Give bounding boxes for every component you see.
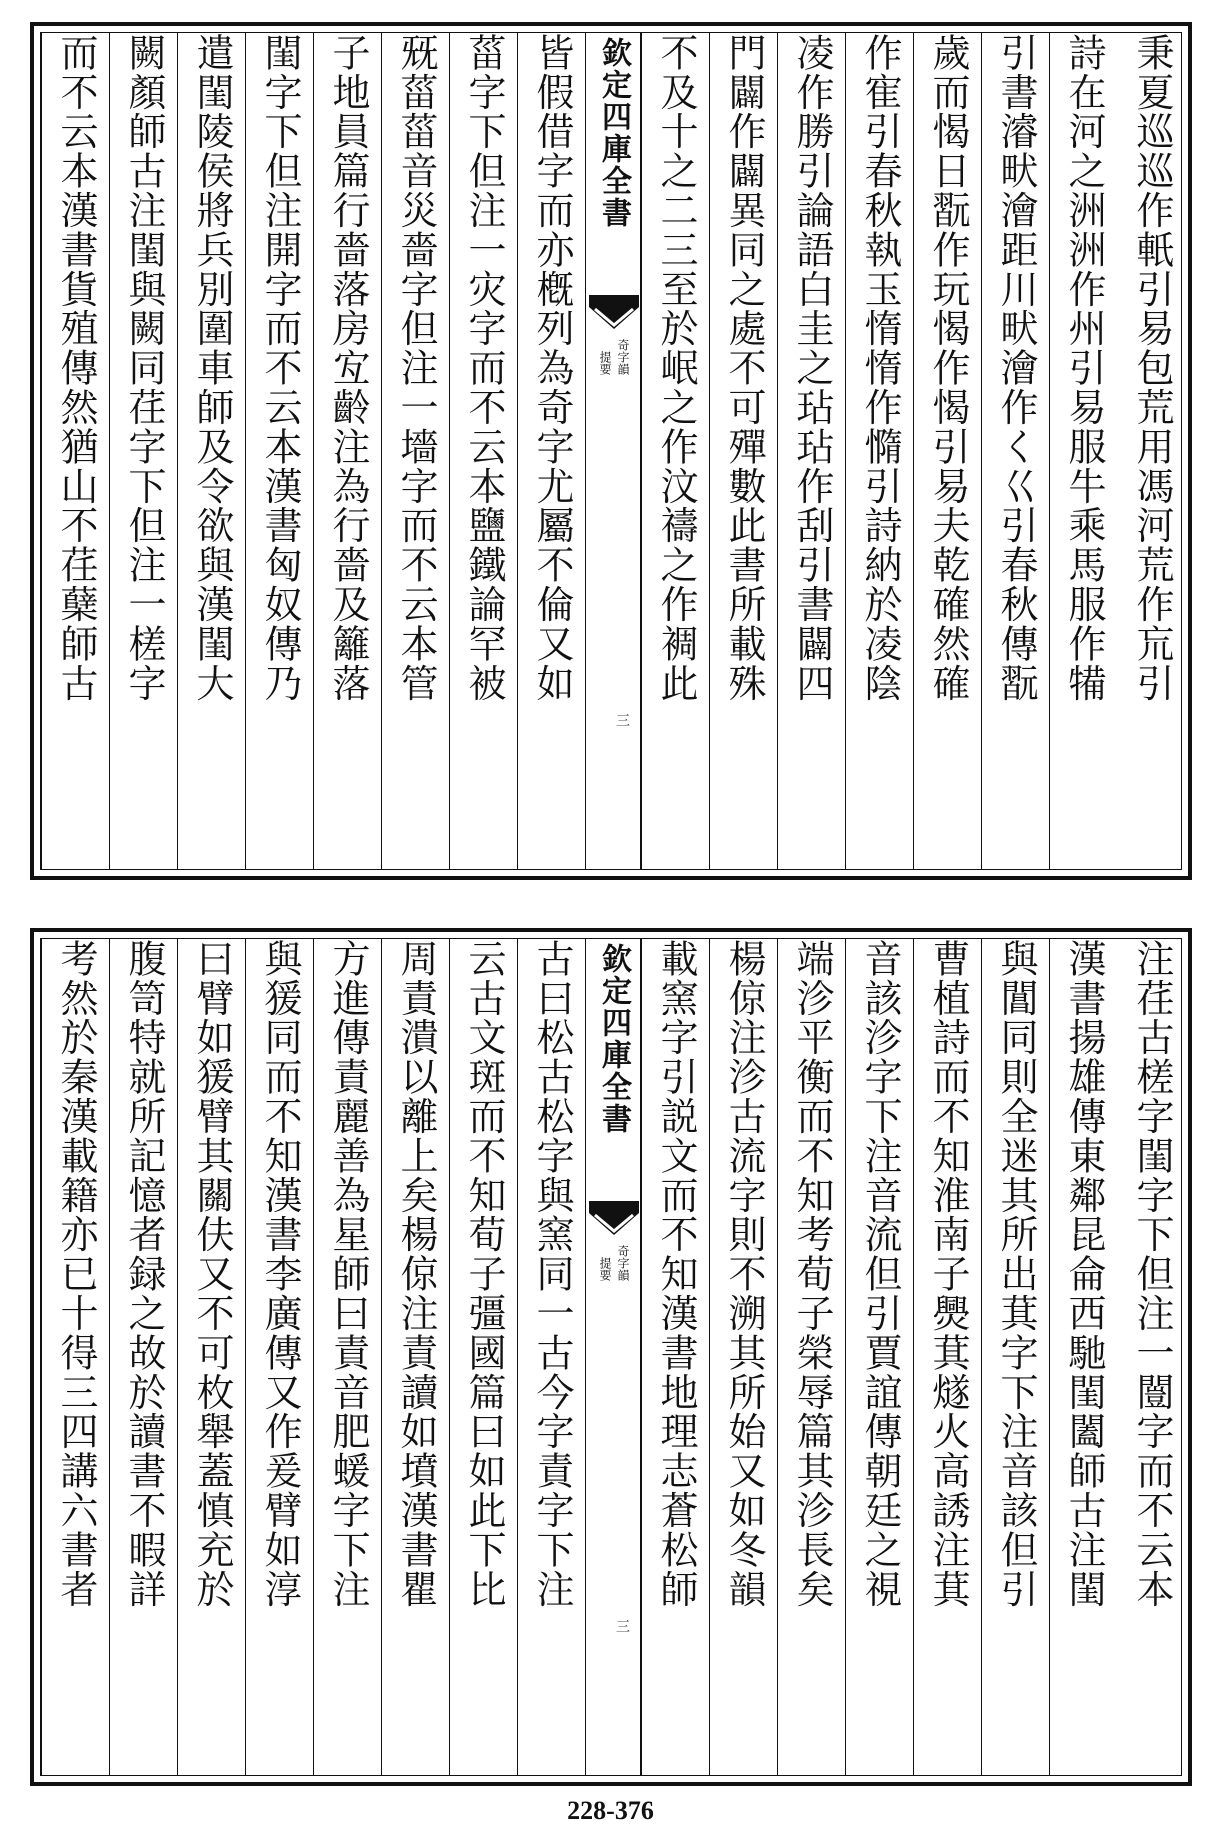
volume-title: 奇字韻 bbox=[616, 1245, 630, 1281]
column-text: 音該沴字下注音流但引賈誼傳朝廷之視 bbox=[858, 939, 902, 1609]
section-label: 提要 bbox=[598, 1257, 612, 1281]
text-column bbox=[381, 939, 449, 1775]
column-text: 腹笥特就所記憶者録之故於讀書不暇詳 bbox=[122, 939, 166, 1609]
top-page bbox=[30, 22, 1192, 880]
text-column bbox=[1117, 33, 1185, 869]
text-column bbox=[709, 939, 777, 1775]
text-column bbox=[109, 33, 177, 869]
text-column bbox=[913, 939, 981, 1775]
text-column bbox=[449, 939, 517, 1775]
text-column bbox=[641, 939, 709, 1775]
column-text: 楊倞注沴古流字則不溯其所始又如冬韻 bbox=[722, 939, 766, 1609]
column-text: 兓菑菑音災嗇字但注一墻字而不云本管 bbox=[394, 33, 438, 703]
text-column bbox=[1049, 939, 1117, 1775]
center-fold bbox=[585, 939, 641, 1775]
column-text: 而不云本漢書貨殖傳然猶山不荏蘖師古 bbox=[54, 33, 98, 703]
center-fold bbox=[585, 33, 641, 869]
text-column bbox=[381, 33, 449, 869]
column-text: 載窯字引説文而不知漢書地理志蒼松師 bbox=[654, 939, 698, 1609]
column-text: 與閶同則全迷其所出萁字下注音該但引 bbox=[994, 939, 1038, 1609]
text-column bbox=[913, 33, 981, 869]
column-text: 云古文斑而不知荀子彊國篇曰如此下比 bbox=[462, 939, 506, 1609]
column-text: 古曰松古松字與窯同一古今字責字下注 bbox=[530, 939, 574, 1609]
column-text: 菑字下但注一灾字而不云本鹽鐵論罕被 bbox=[462, 33, 506, 703]
text-column bbox=[845, 33, 913, 869]
text-column bbox=[1117, 939, 1185, 1775]
book-title: 欽定四庫全書 bbox=[596, 943, 631, 1135]
book-title: 欽定四庫全書 bbox=[596, 37, 631, 229]
fish-tail-mark bbox=[589, 1201, 639, 1235]
column-text: 門闢作闢異同之處不可殫數此書所載殊 bbox=[722, 33, 766, 703]
text-column bbox=[109, 939, 177, 1775]
column-text: 秉夏巡巡作軝引易包荒用馮河荒作巟引 bbox=[1130, 33, 1174, 703]
text-column bbox=[777, 939, 845, 1775]
text-column bbox=[981, 939, 1049, 1775]
text-column bbox=[709, 33, 777, 869]
volume-title: 奇字韻 bbox=[616, 339, 630, 375]
text-column bbox=[313, 33, 381, 869]
column-text: 方進傳責麗善為星師曰責音肥蝯字下注 bbox=[326, 939, 370, 1609]
column-text: 曰臂如猨臂其關伕又不可枚舉蓋慎充於 bbox=[190, 939, 234, 1609]
bottom-page-frame bbox=[40, 938, 1182, 1776]
column-text: 遣閨陵侯將兵別圍車師及令欲與漢閨大 bbox=[190, 33, 234, 703]
text-column bbox=[245, 33, 313, 869]
text-column bbox=[641, 33, 709, 869]
text-column bbox=[41, 939, 109, 1775]
column-text: 歲而愒日翫作玩愒作愒引易夫乾確然確 bbox=[926, 33, 970, 703]
section-label: 提要 bbox=[598, 351, 612, 375]
column-text: 闕顏師古注閨與闕同荏字下但注一槎字 bbox=[122, 33, 166, 703]
text-column bbox=[777, 33, 845, 869]
column-text: 子地員篇行嗇落房宐齡注為行嗇及籬落 bbox=[326, 33, 370, 703]
column-text: 漢書揚雄傳東鄰昆侖西馳閨闔師古注閨 bbox=[1062, 939, 1106, 1609]
text-column bbox=[41, 33, 109, 869]
text-column bbox=[981, 33, 1049, 869]
leaf-number: 三 bbox=[614, 1619, 630, 1633]
column-text: 皆假借字而亦槪列為奇字尤屬不倫又如 bbox=[530, 33, 574, 703]
text-column bbox=[845, 939, 913, 1775]
column-text: 詩在河之洲洲作州引易服牛乘馬服作犕 bbox=[1062, 33, 1106, 703]
text-column bbox=[245, 939, 313, 1775]
column-text: 周責潰以離上矣楊倞注責讀如墳漢書瞿 bbox=[394, 939, 438, 1609]
column-text: 不及十之二三至於岷之作汶禱之作裯此 bbox=[654, 33, 698, 703]
text-column bbox=[177, 939, 245, 1775]
text-column bbox=[517, 33, 585, 869]
text-column bbox=[449, 33, 517, 869]
column-text: 端沴平衡而不知考荀子榮辱篇其沴長矣 bbox=[790, 939, 834, 1609]
column-text: 注荏古槎字閨字下但注一闓字而不云本 bbox=[1130, 939, 1174, 1609]
text-column bbox=[1049, 33, 1117, 869]
column-text: 引書濬畎澮距川畎澮作く巜引春秋傳翫 bbox=[994, 33, 1038, 703]
text-column bbox=[517, 939, 585, 1775]
leaf-number: 三 bbox=[614, 713, 630, 727]
text-column bbox=[177, 33, 245, 869]
bottom-page bbox=[30, 928, 1192, 1786]
text-column bbox=[313, 939, 381, 1775]
top-page-frame bbox=[40, 32, 1182, 870]
page-number: 228-376 bbox=[567, 1796, 654, 1825]
column-text: 曹植詩而不知淮南子爂萁燧火高誘注萁 bbox=[926, 939, 970, 1609]
fish-tail-mark bbox=[589, 295, 639, 329]
column-text: 與猨同而不知漢書李廣傳又作爰臂如淳 bbox=[258, 939, 302, 1609]
column-text: 凌作勝引論語白圭之玷玷作刮引書闢四 bbox=[790, 33, 834, 703]
column-text: 作寉引春秋執玉惰惰作憜引詩納於凌陰 bbox=[858, 33, 902, 703]
column-text: 考然於秦漢載籍亦已十得三四講六書者 bbox=[54, 939, 98, 1609]
column-text: 閨字下但注開字而不云本漢書匈奴傳乃 bbox=[258, 33, 302, 703]
